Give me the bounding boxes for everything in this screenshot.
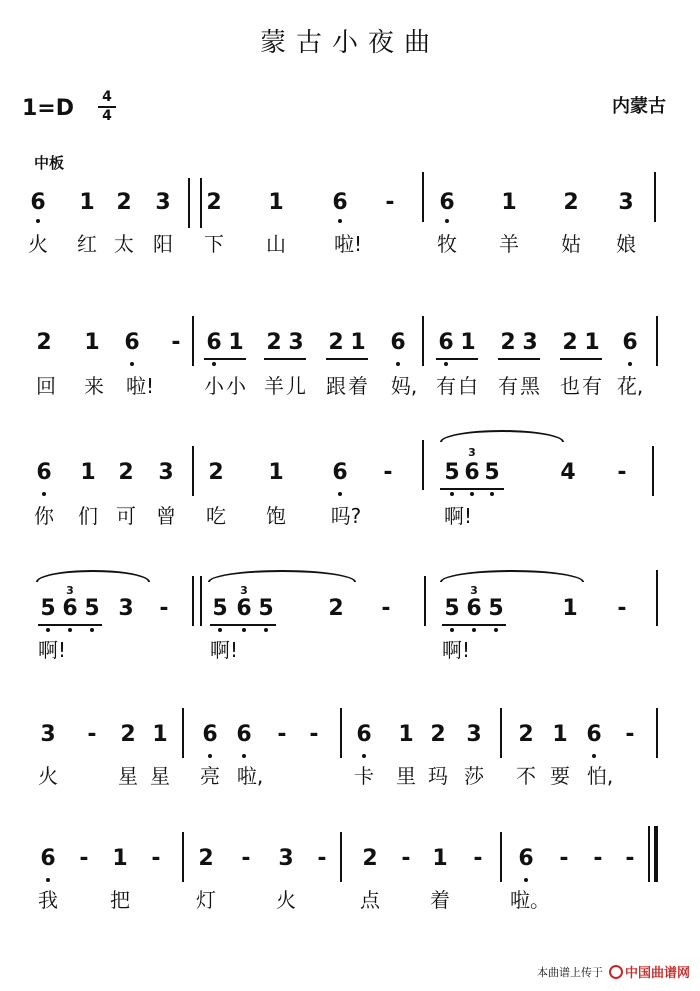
note: 6 [62,596,78,621]
note: - [381,596,391,621]
barline [654,172,656,222]
notation-row-6 [0,846,700,876]
note: 5 [484,460,500,485]
low-octave-dot [212,362,216,366]
triplet-mark: 3 [470,584,478,597]
note: 3 [618,190,634,215]
note: - [277,722,287,747]
slur-arc [440,430,564,442]
site-logo[interactable] [609,962,690,981]
note: 6 [236,722,252,747]
barline [656,708,658,758]
note: - [309,722,319,747]
note: 6 [390,330,406,355]
note: 1 [79,190,95,215]
lyric: 也 [560,374,580,398]
note: 1 [562,596,578,621]
note: 1 [350,330,366,355]
barline [340,708,342,758]
lyric: 曾 [156,504,176,528]
lyric: 羊 [499,232,519,256]
note: 6 [518,846,534,871]
lyric: 太 [114,232,134,256]
low-octave-dot [470,492,474,496]
low-octave-dot [490,492,494,496]
lyric: 有 [582,374,602,398]
note: 1 [460,330,476,355]
note: 2 [328,330,344,355]
barline [500,708,502,758]
lyric: 灯 [196,888,216,912]
notation-row-5 [0,722,700,752]
time-signature [98,90,116,124]
low-octave-dot [242,628,246,632]
low-octave-dot [218,628,222,632]
note: 3 [466,722,482,747]
note: - [241,846,251,871]
note: - [617,596,627,621]
barline [422,440,424,490]
lyric: 啊! [209,638,239,662]
triplet-mark: 3 [468,446,476,459]
lyric: 吃 [206,504,226,528]
triplet-mark: 3 [240,584,248,597]
lyric: 姑 [561,232,581,256]
slur-arc [36,570,150,582]
lyric: 羊 [264,374,284,398]
lyric: 啦! [333,232,363,256]
lyric: 要 [550,764,570,788]
low-octave-dot [444,362,448,366]
note: 2 [198,846,214,871]
note: 3 [40,722,56,747]
note: - [317,846,327,871]
note: 2 [518,722,534,747]
lyric: 啦! [125,374,155,398]
note: 1 [501,190,517,215]
lyrics-row-1 [0,232,700,262]
note: 2 [266,330,282,355]
lyric: 饱 [266,504,286,528]
note: - [593,846,603,871]
lyric: 回 [36,374,56,398]
barline [422,316,424,366]
barline [200,178,202,228]
lyric: 小 [204,374,224,398]
note: 2 [36,330,52,355]
low-octave-dot [36,219,40,223]
triplet-mark: 3 [66,584,74,597]
lyric: 儿 [286,374,306,398]
lyric: 卡 [354,764,374,788]
lyrics-row-5 [0,764,700,794]
note: - [383,460,393,485]
note: - [151,846,161,871]
barline [656,570,658,626]
low-octave-dot [450,628,454,632]
lyric: 娘 [616,232,636,256]
note: 2 [116,190,132,215]
footer-text: 本曲谱上传于 [536,965,603,979]
lyric: 来 [84,374,104,398]
lyric: 啊! [443,504,473,528]
note: 6 [332,460,348,485]
note: - [401,846,411,871]
note: 6 [356,722,372,747]
lyric: 着 [430,888,450,912]
song-origin: 内蒙古 [612,96,666,117]
lyric: 白 [458,374,478,398]
note: 3 [278,846,294,871]
eighth-underline [210,624,276,626]
notation-row-4 [0,596,700,626]
note: 1 [432,846,448,871]
lyric: 莎 [464,764,484,788]
note: 6 [124,330,140,355]
lyric: 点 [360,888,380,912]
eighth-underline [440,488,504,490]
note: 2 [328,596,344,621]
note: 6 [439,190,455,215]
lyric: 红 [77,232,97,256]
barline [424,576,426,626]
eighth-underline [38,624,102,626]
notation-row-3 [0,460,700,490]
note: 1 [112,846,128,871]
note: 6 [40,846,56,871]
low-octave-dot [450,492,454,496]
low-octave-dot [445,219,449,223]
lyrics-row-6 [0,888,700,918]
lyric: 火 [38,764,58,788]
note: - [159,596,169,621]
low-octave-dot [362,754,366,758]
lyric: 吗? [330,504,362,528]
note: 5 [488,596,504,621]
lyric: 山 [266,232,286,256]
lyric: 黑 [520,374,540,398]
upload-footer [537,962,690,981]
note: 3 [118,596,134,621]
low-octave-dot [494,628,498,632]
final-barline-thin [648,826,650,882]
note: 1 [584,330,600,355]
note: - [625,846,635,871]
low-octave-dot [42,492,46,496]
note: 2 [562,330,578,355]
barline [192,316,194,366]
lyric: 花, [616,374,644,398]
note: - [79,846,89,871]
note: 6 [206,330,222,355]
note: - [617,460,627,485]
lyric: 们 [78,504,98,528]
note: 1 [552,722,568,747]
low-octave-dot [46,628,50,632]
lyric: 星 [118,764,138,788]
lyric: 妈, [390,374,418,398]
lyric: 火 [276,888,296,912]
barline [422,172,424,222]
note: 6 [30,190,46,215]
low-octave-dot [396,362,400,366]
lyric: 怕, [586,764,614,788]
lyric: 里 [396,764,416,788]
low-octave-dot [46,878,50,882]
lyric: 啦, [236,764,264,788]
note: 5 [84,596,100,621]
note: 6 [202,722,218,747]
note: 1 [268,190,284,215]
note: 6 [464,460,480,485]
note: 6 [622,330,638,355]
note: 5 [40,596,56,621]
eighth-underline [436,358,478,360]
barline [500,832,502,882]
lyric: 牧 [437,232,457,256]
low-octave-dot [90,628,94,632]
lyric: 你 [34,504,54,528]
barline [192,576,194,626]
lyric: 玛 [428,764,448,788]
note: 2 [208,460,224,485]
lyric: 星 [150,764,170,788]
eighth-underline [442,624,506,626]
note: 2 [118,460,134,485]
note: 2 [362,846,378,871]
low-octave-dot [338,219,342,223]
note: 6 [586,722,602,747]
logo-icon [609,965,623,979]
note: 5 [258,596,274,621]
note: 4 [560,460,576,485]
notation-row-1 [0,190,700,220]
barline [182,708,184,758]
lyric: 跟 [326,374,346,398]
lyric: 着 [348,374,368,398]
slur-arc [440,570,584,582]
lyric: 啦。 [510,888,550,912]
note: 6 [466,596,482,621]
note: 2 [120,722,136,747]
note: 6 [332,190,348,215]
time-numerator: 4 [102,89,112,105]
note: 2 [500,330,516,355]
low-octave-dot [68,628,72,632]
note: 1 [398,722,414,747]
note: 1 [152,722,168,747]
eighth-underline [498,358,540,360]
lyrics-row-2 [0,374,700,404]
low-octave-dot [524,878,528,882]
barline [188,178,190,228]
barline [192,446,194,496]
low-octave-dot [242,754,246,758]
note: - [559,846,569,871]
note: 1 [268,460,284,485]
note: 3 [155,190,171,215]
note: - [87,722,97,747]
note: 3 [522,330,538,355]
note: - [385,190,395,215]
eighth-underline [560,358,602,360]
slur-arc [208,570,356,582]
lyric: 下 [204,232,224,256]
lyric: 啊! [441,638,471,662]
lyric: 小 [226,374,246,398]
low-octave-dot [208,754,212,758]
low-octave-dot [338,492,342,496]
note: 5 [212,596,228,621]
lyric: 我 [38,888,58,912]
low-octave-dot [130,362,134,366]
note: 3 [158,460,174,485]
tempo-marking: 中板 [34,154,65,172]
low-octave-dot [592,754,596,758]
note: 1 [80,460,96,485]
song-title: 蒙古小夜曲 [259,28,440,58]
note: - [625,722,635,747]
lyric: 把 [110,888,130,912]
barline [340,832,342,882]
lyric: 有 [498,374,518,398]
notation-row-2 [0,330,700,360]
key-signature: 1=D [22,96,75,121]
lyric: 亮 [200,764,220,788]
note: 3 [288,330,304,355]
barline [200,576,202,626]
lyric: 有 [436,374,456,398]
note: 1 [84,330,100,355]
barline [182,832,184,882]
lyrics-row-4 [0,638,700,668]
low-octave-dot [628,362,632,366]
lyric: 可 [116,504,136,528]
site-name: 中国曲谱网 [624,966,690,981]
note: 1 [228,330,244,355]
lyrics-row-3 [0,504,700,534]
note: 6 [36,460,52,485]
note: 5 [444,596,460,621]
note: - [171,330,181,355]
eighth-underline [204,358,246,360]
time-denominator: 4 [102,108,112,124]
note: 2 [430,722,446,747]
note: 5 [444,460,460,485]
note: 2 [563,190,579,215]
barline [652,446,654,496]
eighth-underline [264,358,306,360]
eighth-underline [326,358,368,360]
note: 6 [236,596,252,621]
lyric: 不 [516,764,536,788]
low-octave-dot [472,628,476,632]
lyric: 火 [28,232,48,256]
note: - [473,846,483,871]
lyric: 啊! [37,638,67,662]
final-barline-thick [654,826,658,882]
lyric: 阳 [153,232,173,256]
note: 6 [438,330,454,355]
barline [656,316,658,366]
note: 2 [206,190,222,215]
low-octave-dot [264,628,268,632]
